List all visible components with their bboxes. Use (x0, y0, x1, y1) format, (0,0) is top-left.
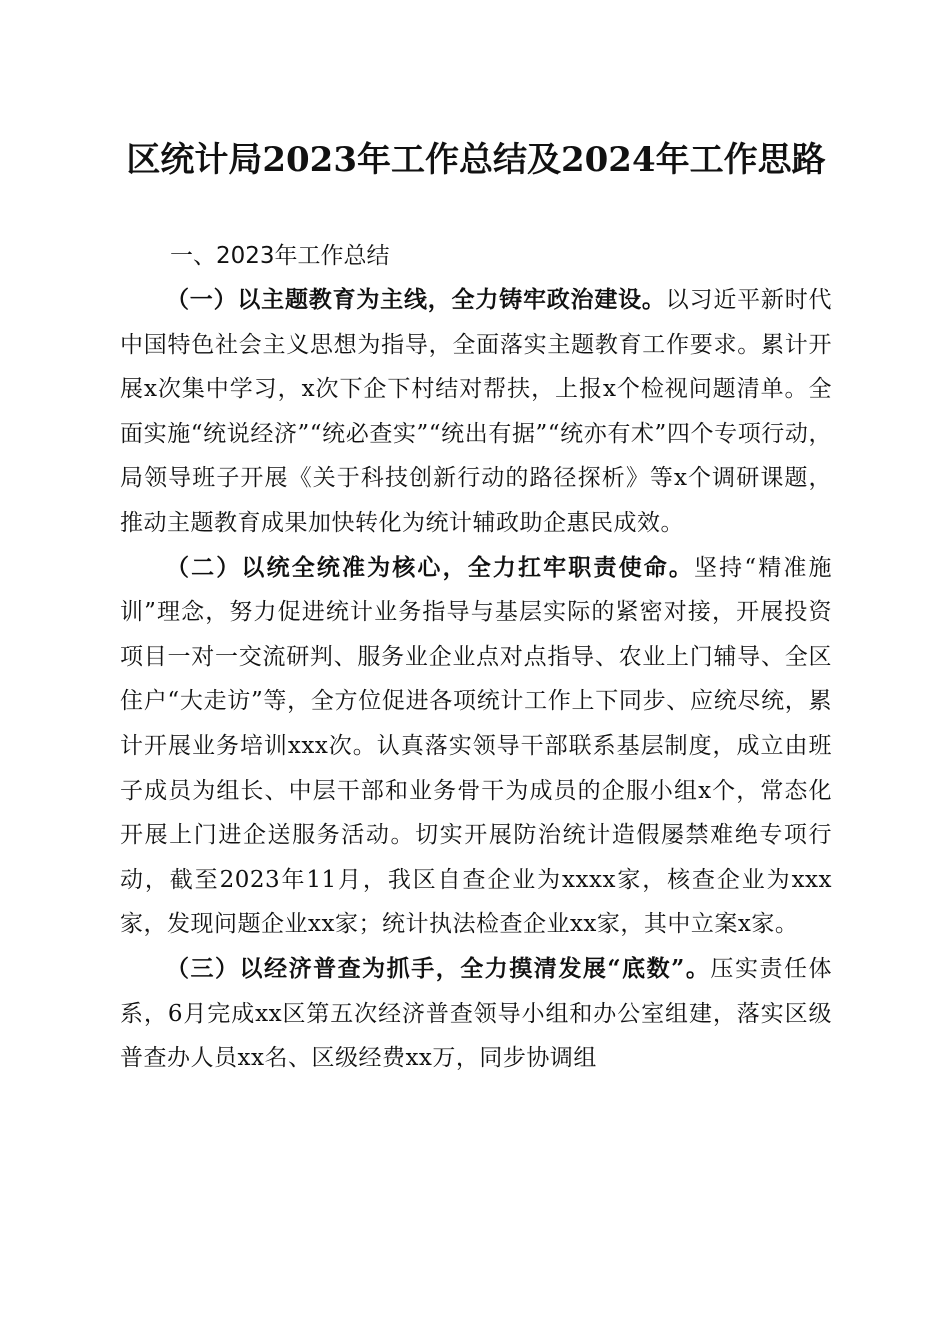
paragraph-economic-census (120, 947, 832, 1081)
paragraph-lead: （三）以经济普查为抓手，全力摸清发展“底数”。 (166, 954, 711, 982)
paragraph-duty-mission (120, 546, 832, 947)
paragraph-body: 坚持“精准施训”理念，努力促进统计业务指导与基层实际的紧密对接，开展投资项目一对一交流研判、服务业企业点对点指导、农业上门辅导、全区住户“大走访”等，全方位促进各项统计工作上下同步、应统尽统，累计开展业务培训xxx次。认真落实领导干部联系基层制度，成立由班子成员为组长、中层干部和业务骨干为成员的企服小组x个，常态化开展上门进企送服务活动。切实开展防治统计造假屡禁难绝专项行动，截至2023年11月，我区自查企业为xxxx家，核查企业为xxx家，发现问题企业xx家；统计执法检查企业xx家，其中立案x家。 (120, 554, 833, 938)
paragraph-body: 压实责任体系，6月完成xx区第五次经济普查领导小组和办公室组建，落实区级普查办人员xx名、区级经费xx万，同步协调组 (120, 955, 833, 1072)
paragraph-political-building (120, 278, 832, 546)
document-title: 区统计局2023年工作总结及2024年工作思路 (126, 140, 826, 180)
paragraph-lead: （二）以统全统准为核心，全力扛牢职责使命。 (166, 553, 695, 581)
paragraph-body: 以习近平新时代中国特色社会主义思想为指导，全面落实主题教育工作要求。累计开展x次集中学习，x次下企下村结对帮扶，上报x个检视问题清单。全面实施“统说经济”“统必查实”“统出有据”“统亦有术”四个专项行动，局领导班子开展《关于科技创新行动的路径探析》等x个调研课题，推动主题教育成果加快转化为统计辅政助企惠民成效。 (120, 287, 833, 536)
section-heading-summary: 一、2023年工作总结 (170, 243, 390, 269)
paragraph-lead: （一）以主题教育为主线，全力铸牢政治建设。 (166, 286, 666, 313)
